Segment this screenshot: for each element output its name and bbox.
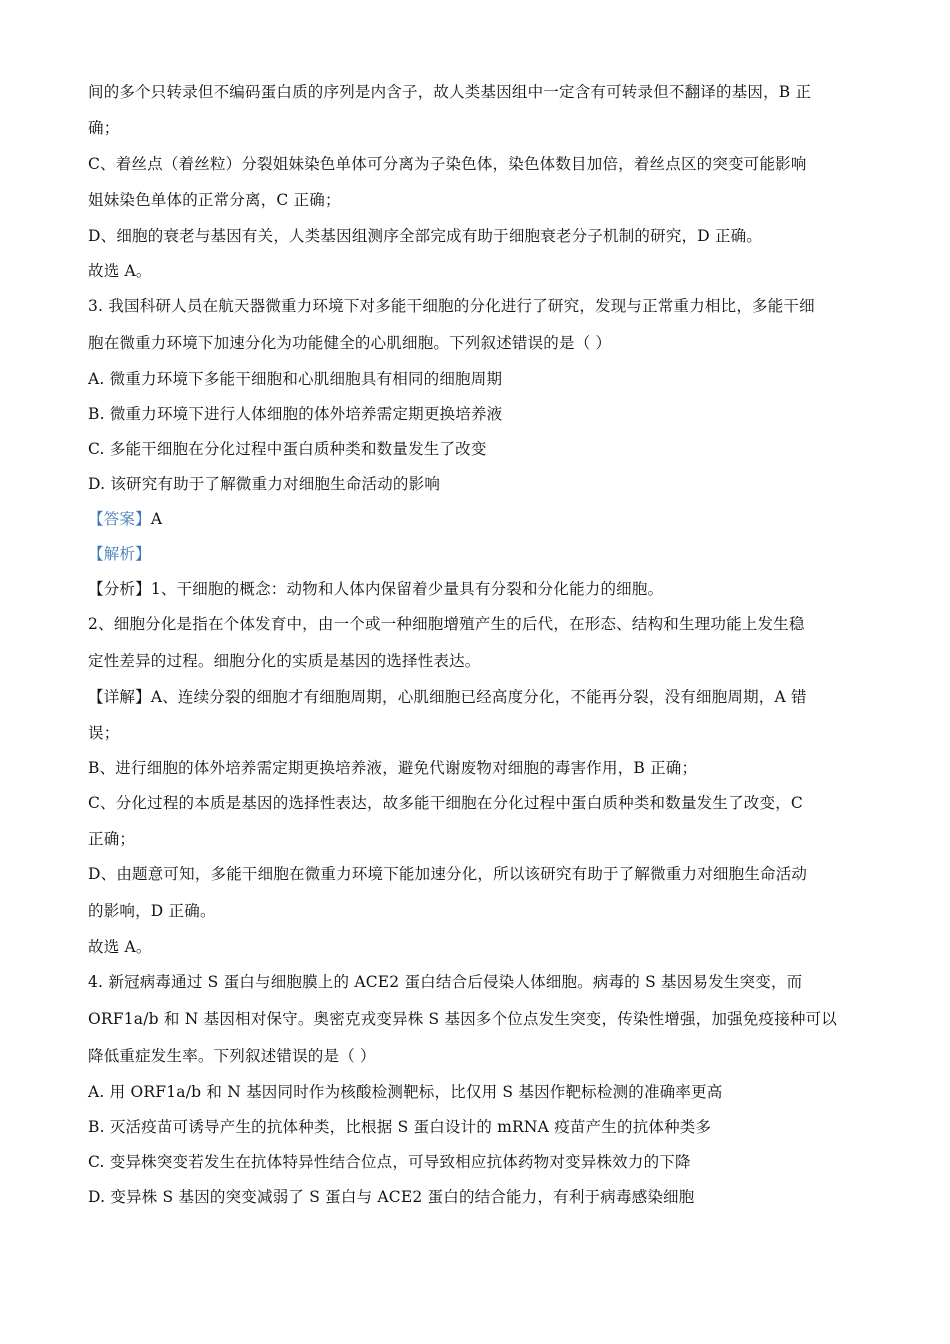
- question-3-option-a: A. 微重力环境下多能干细胞和心肌细胞具有相同的细胞周期: [88, 370, 503, 388]
- text-line: 间的多个只转录但不编码蛋白质的序列是内含子，故人类基因组中一定含有可转录但不翻译的基因，B 正: [88, 83, 812, 101]
- question-4-stem-line: 4. 新冠病毒通过 S 蛋白与细胞膜上的 ACE2 蛋白结合后侵染人体细胞。病毒的 S 基因易发生突变，而: [88, 973, 803, 991]
- text-line: 误；: [88, 724, 120, 742]
- text-line: D、由题意可知，多能干细胞在微重力环境下能加速分化，所以该研究有助于了解微重力对细胞生命活动: [88, 865, 808, 883]
- question-3-option-d: D. 该研究有助于了解微重力对细胞生命活动的影响: [88, 475, 441, 493]
- answer-line: [88, 509, 162, 529]
- question-4-stem-line: ORF1a/b 和 N 基因相对保守。奥密克戎变异株 S 基因多个位点发生突变，传染性增强，加强免疫接种可以: [88, 1010, 837, 1028]
- text-line: D、细胞的衰老与基因有关，人类基因组测序全部完成有助于细胞衰老分子机制的研究，D 正确。: [88, 227, 763, 245]
- fenxi-text: 1、干细胞的概念：动物和人体内保留着少量具有分裂和分化能力的细胞。: [150, 580, 664, 598]
- text-line: 正确；: [88, 830, 136, 848]
- question-3-stem-line: 3. 我国科研人员在航天器微重力环境下对多能干细胞的分化进行了研究，发现与正常重力相比，多能干细: [88, 297, 815, 315]
- question-4-option-d: D. 变异株 S 基因的突变减弱了 S 蛋白与 ACE2 蛋白的结合能力，有利于病毒感染细胞: [88, 1188, 695, 1206]
- text-line: B、进行细胞的体外培养需定期更换培养液，避免代谢废物对细胞的毒害作用，B 正确；: [88, 759, 698, 777]
- answer-tag: 【答案】: [88, 510, 151, 528]
- xiangjie-line: [88, 687, 807, 707]
- text-line: 故选 A。: [88, 938, 152, 956]
- analysis-tag: 【解析】: [88, 545, 151, 563]
- analysis-heading: [88, 544, 151, 564]
- text-line: 确；: [88, 119, 120, 137]
- answer-value: A: [150, 510, 163, 528]
- text-line: 姐妹染色单体的正常分离，C 正确；: [88, 191, 341, 209]
- text-line: C、着丝点（着丝粒）分裂姐妹染色单体可分离为子染色体，染色体数目加倍，着丝点区的突变可能影响: [88, 155, 807, 173]
- xiangjie-text: A、连续分裂的细胞才有细胞周期，心肌细胞已经高度分化，不能再分裂，没有细胞周期，A 错: [150, 688, 807, 706]
- fenxi-line: [88, 579, 663, 599]
- text-line: 故选 A。: [88, 262, 152, 280]
- question-4-option-b: B. 灭活疫苗可诱导产生的抗体种类，比根据 S 蛋白设计的 mRNA 疫苗产生的抗体种类多: [88, 1118, 712, 1136]
- text-line: 定性差异的过程。细胞分化的实质是基因的选择性表达。: [88, 652, 481, 670]
- question-4-option-c: C. 变异株突变若发生在抗体特异性结合位点，可导致相应抗体药物对变异株效力的下降: [88, 1153, 691, 1171]
- text-line: C、分化过程的本质是基因的选择性表达，故多能干细胞在分化过程中蛋白质种类和数量发生了改变，C: [88, 794, 803, 812]
- question-3-option-c: C. 多能干细胞在分化过程中蛋白质种类和数量发生了改变: [88, 440, 487, 458]
- question-3-stem-line: 胞在微重力环境下加速分化为功能健全的心肌细胞。下列叙述错误的是（ ）: [88, 334, 612, 352]
- fenxi-tag: 【分析】: [88, 580, 151, 598]
- question-3-option-b: B. 微重力环境下进行人体细胞的体外培养需定期更换培养液: [88, 405, 503, 423]
- xiangjie-tag: 【详解】: [88, 688, 151, 706]
- question-4-option-a: A. 用 ORF1a/b 和 N 基因同时作为核酸检测靶标，比仅用 S 基因作靶标检测的准确率更高: [88, 1083, 723, 1101]
- question-4-stem-line: 降低重症发生率。下列叙述错误的是（ ）: [88, 1047, 376, 1065]
- text-line: 的影响，D 正确。: [88, 902, 216, 920]
- text-line: 2、细胞分化是指在个体发育中，由一个或一种细胞增殖产生的后代，在形态、结构和生理功能上发生稳: [88, 615, 805, 633]
